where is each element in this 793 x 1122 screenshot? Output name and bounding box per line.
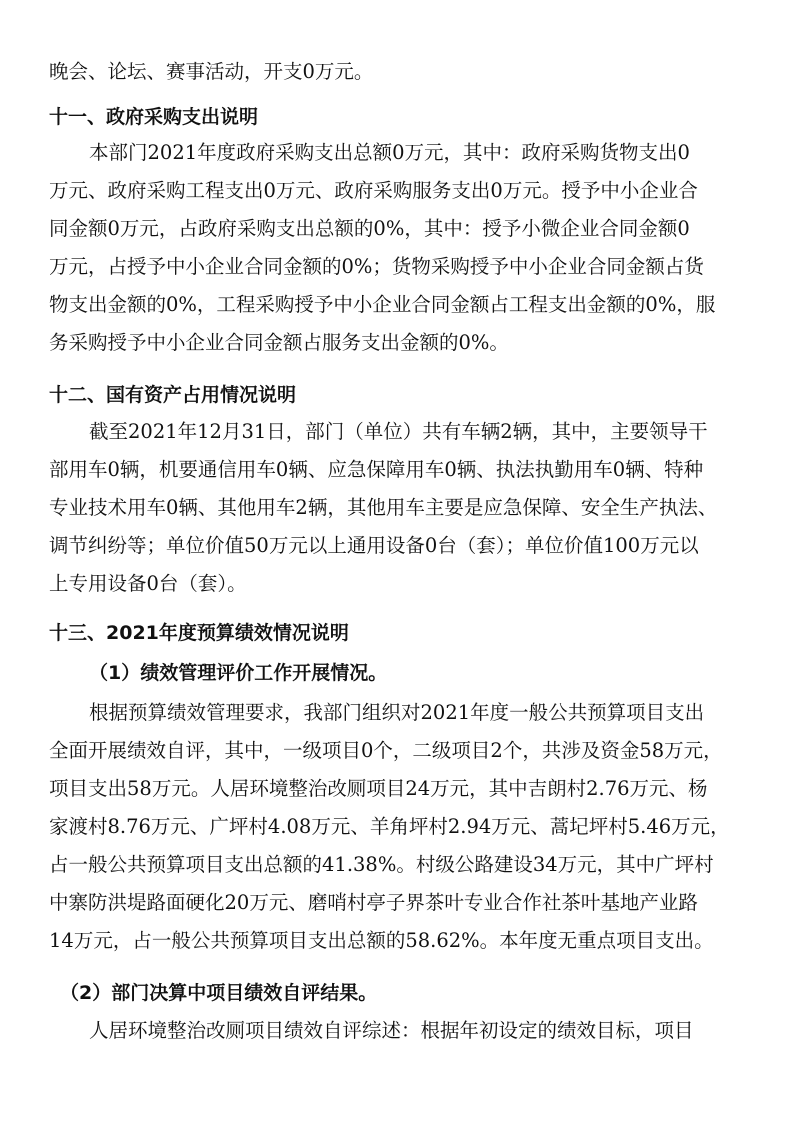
paragraph-line: 项目支出58万元。人居环境整治改厕项目24万元，其中吉朗村2.76万元、杨	[49, 777, 708, 800]
paragraph-line: 万元、政府采购工程支出0万元、政府采购服务支出0万元。授予中小企业合	[49, 179, 698, 202]
paragraph-line: 部用车0辆，机要通信用车0辆、应急保障用车0辆、执法执勤用车0辆、特种	[49, 458, 704, 481]
paragraph-line: 物支出金额的0%，工程采购授予中小企业合同金额占工程支出金额的0%，服	[49, 293, 716, 316]
paragraph-line: 本部门2021年度政府采购支出总额0万元，其中：政府采购货物支出0	[89, 141, 690, 164]
section-heading-11: 十一、政府采购支出说明	[49, 106, 259, 128]
paragraph-line: 人居环境整治改厕项目绩效自评综述：根据年初设定的绩效目标，项目	[89, 1019, 694, 1042]
paragraph-line: 截至2021年12月31日，部门（单位）共有车辆2辆，其中，主要领导干	[89, 420, 708, 443]
sub-heading-1: （1）绩效管理评价工作开展情况。	[89, 662, 388, 684]
paragraph-line: 晚会、论坛、赛事活动，开支0万元。	[49, 60, 374, 83]
section-heading-12: 十二、国有资产占用情况说明	[49, 384, 297, 406]
section-heading-13: 十三、2021年度预算绩效情况说明	[49, 622, 349, 644]
paragraph-line: 务采购授予中小企业合同金额占服务支出金额的0%。	[49, 331, 509, 354]
paragraph-line: 专业技术用车0辆、其他用车2辆，其他用车主要是应急保障、安全生产执法、	[49, 496, 718, 519]
paragraph-line: 全面开展绩效自评，其中，一级项目0个，二级项目2个，共涉及资金58万元，	[49, 739, 723, 762]
paragraph-line: 中寨防洪堤路面硬化20万元、磨哨村亭子界茶叶专业合作社茶叶基地产业路	[49, 891, 698, 914]
paragraph-line: 家渡村8.76万元、广坪村4.08万元、羊角坪村2.94万元、蒿圮坪村5.46万元，	[49, 815, 730, 838]
paragraph-line: 根据预算绩效管理要求，我部门组织对2021年度一般公共预算项目支出	[89, 701, 705, 724]
paragraph-line: 同金额0万元，占政府采购支出总额的0%，其中：授予小微企业合同金额0	[49, 217, 690, 240]
paragraph-line: 上专用设备0台（套）。	[49, 572, 247, 595]
paragraph-line: 占一般公共预算项目支出总额的41.38%。村级公路建设34万元，其中广坪村	[49, 853, 714, 876]
sub-heading-2: （2）部门决算中项目绩效自评结果。	[60, 982, 378, 1004]
paragraph-line: 调节纠纷等；单位价值50万元以上通用设备0台（套）；单位价值100万元以	[49, 534, 699, 557]
paragraph-line: 14万元，占一般公共预算项目支出总额的58.62%。本年度无重点项目支出。	[49, 929, 714, 952]
paragraph-line: 万元，占授予中小企业合同金额的0%；货物采购授予中小企业合同金额占货	[49, 255, 704, 278]
